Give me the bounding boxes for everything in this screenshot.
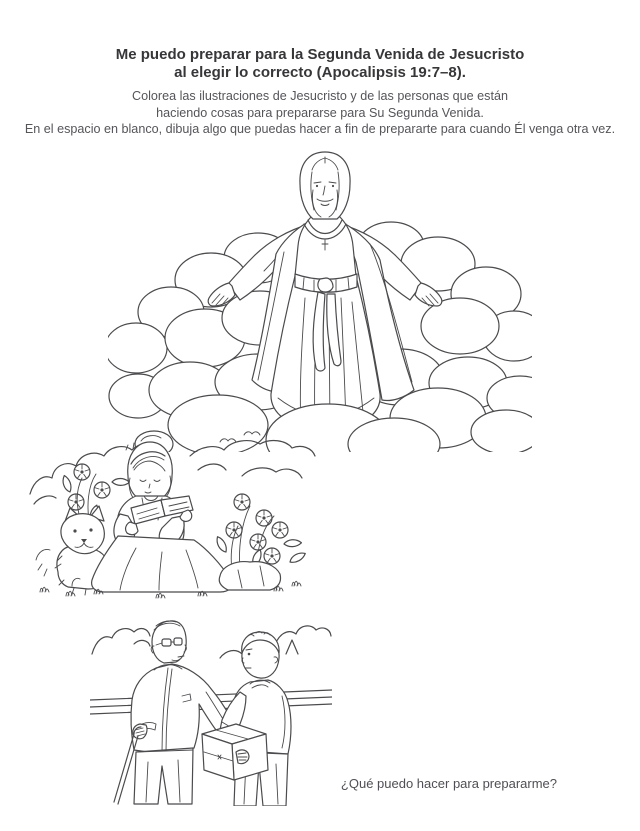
small-sprout <box>36 549 50 576</box>
girl-left-hand <box>126 522 138 535</box>
footer-question: ¿Qué puedo hacer para prepararme? <box>340 776 557 791</box>
page-instructions <box>0 88 640 138</box>
instructions-line3: En el espacio en blanco, dibuja algo que puedas hacer a fin de prepararte para cuando Él venga otra vez. <box>24 122 616 137</box>
page-title-line2: al elegir lo correcto (Apocalipsis 19:7–8). <box>174 64 466 81</box>
elderly-man <box>114 621 238 804</box>
birds <box>220 432 260 442</box>
jesus-in-clouds-illustration <box>108 140 532 452</box>
girl-skirt <box>92 536 232 592</box>
background-trees <box>92 626 331 658</box>
boy-helping-elderly-man-illustration <box>90 612 332 806</box>
man-trousers <box>134 748 193 804</box>
instructions-line2: haciendo cosas para prepararse para Su Segunda Venida. <box>156 105 484 120</box>
girl-reading-scriptures-illustration <box>28 430 316 605</box>
jesus-head <box>300 152 350 219</box>
page-title-line1: Me puedo preparar para la Segunda Venida de Jesucristo <box>115 46 525 63</box>
boy <box>220 632 291 807</box>
rock <box>219 562 280 590</box>
page-title <box>0 46 640 82</box>
cardboard-box <box>202 724 268 780</box>
flower-cluster-right <box>213 494 306 572</box>
instructions-line1: Colorea las ilustraciones de Jesucristo y de las personas que están <box>132 89 508 103</box>
